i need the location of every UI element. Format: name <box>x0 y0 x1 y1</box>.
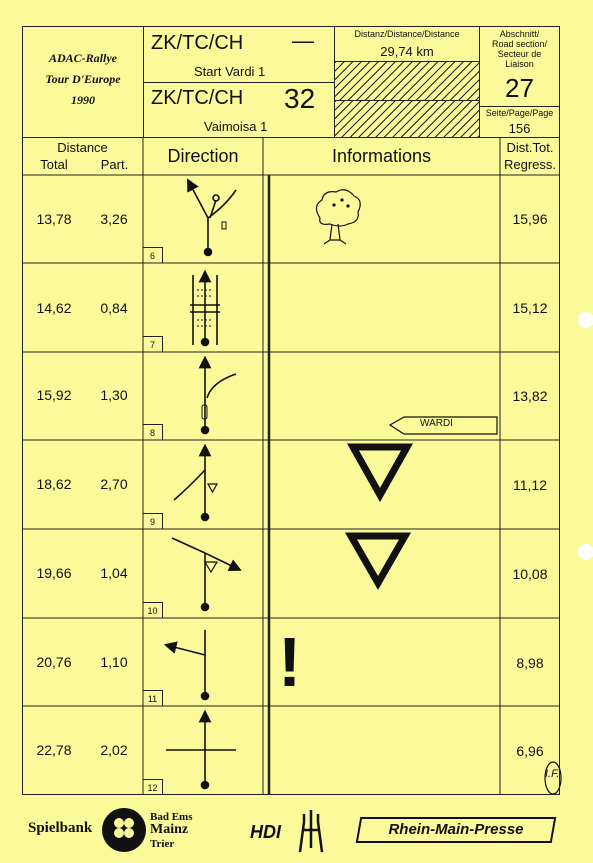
bad-ems-label: Bad Ems <box>150 811 193 823</box>
hdi-logo: HDI <box>250 822 281 842</box>
exclamation-icon: ! <box>278 623 302 701</box>
yield-sign-icon-2 <box>351 536 405 583</box>
row-4-index: 9 <box>143 513 163 529</box>
row-4-part: 2,70 <box>100 476 128 492</box>
row-7-part: 2,02 <box>100 742 128 758</box>
spielbank-logo: Spielbank <box>28 820 93 836</box>
row-2-regress: 15,12 <box>512 300 548 316</box>
row-6-index: 11 <box>143 690 163 706</box>
row-7-index: 12 <box>143 779 163 795</box>
from-dash: — <box>292 28 314 53</box>
col-dist-tot: Dist.Tot. <box>506 140 554 155</box>
row-5-total: 19,66 <box>36 565 72 581</box>
distance-label: Distanz/Distance/Distance <box>354 29 460 39</box>
row-1-part: 3,26 <box>100 211 128 227</box>
rhein-main-presse-logo: Rhein-Main-Presse <box>388 821 524 838</box>
row-1-index: 6 <box>143 247 163 263</box>
col-informations: Informations <box>331 146 432 166</box>
initials: I.F. <box>545 768 560 780</box>
row-7-total: 22,78 <box>36 742 72 758</box>
trier-label: Trier <box>150 838 175 850</box>
yield-sign-icon <box>353 447 407 495</box>
to-number: 32 <box>284 83 316 114</box>
to-code: ZK/TC/CH <box>151 87 244 109</box>
section-value: 27 <box>505 73 534 103</box>
sign-wardi-label: WARDI <box>420 418 453 429</box>
row-3-index: 8 <box>143 424 163 440</box>
rally-year: 1990 <box>71 93 95 107</box>
col-distance: Distance <box>57 140 108 155</box>
row-1-regress: 15,96 <box>512 211 548 227</box>
row-2-part: 0,84 <box>100 300 128 316</box>
col-part: Part. <box>100 157 129 172</box>
row-2-total: 14,62 <box>36 300 72 316</box>
row-2-index: 7 <box>143 336 163 352</box>
mainz-label: Mainz <box>150 822 189 837</box>
row-3-regress: 13,82 <box>512 388 548 404</box>
row-5-part: 1,04 <box>100 565 128 581</box>
section-label-2: Road section/ <box>491 39 548 49</box>
row-4-total: 18,62 <box>36 476 72 492</box>
page-value: 156 <box>508 121 531 136</box>
cloverleaf-icon <box>102 805 148 855</box>
row-4-regress: 11,12 <box>513 477 547 493</box>
col-regress: Regress. <box>503 157 557 172</box>
rally-tour: Tour D'Europe <box>45 72 121 86</box>
section-label-1: Abschnitt/ <box>499 29 540 39</box>
col-total: Total <box>40 157 68 172</box>
page-label: Seite/Page/Page <box>485 108 554 118</box>
row-3-total: 15,92 <box>36 387 72 403</box>
section-label-3: Secteur de <box>497 49 542 59</box>
row-1-total: 13,78 <box>36 211 72 227</box>
tree-icon <box>316 190 360 244</box>
hdi-tower-icon <box>292 808 330 854</box>
row-6-regress: 8,98 <box>516 655 544 671</box>
row-6-part: 1,10 <box>100 654 128 670</box>
row-5-index: 10 <box>143 602 163 618</box>
from-name: Start Vardi 1 <box>194 64 266 79</box>
row-5-regress: 10,08 <box>512 566 548 582</box>
row-3-part: 1,30 <box>100 387 128 403</box>
rally-name: ADAC-Rallye <box>49 51 117 65</box>
row-7-regress: 6,96 <box>516 743 544 759</box>
distance-value: 29,74 km <box>380 44 434 59</box>
from-code: ZK/TC/CH <box>151 32 244 54</box>
to-name: Vaimoisa 1 <box>204 119 268 134</box>
section-label-4: Liaison <box>505 59 534 69</box>
row-6-total: 20,76 <box>36 654 72 670</box>
col-direction: Direction <box>167 146 239 166</box>
